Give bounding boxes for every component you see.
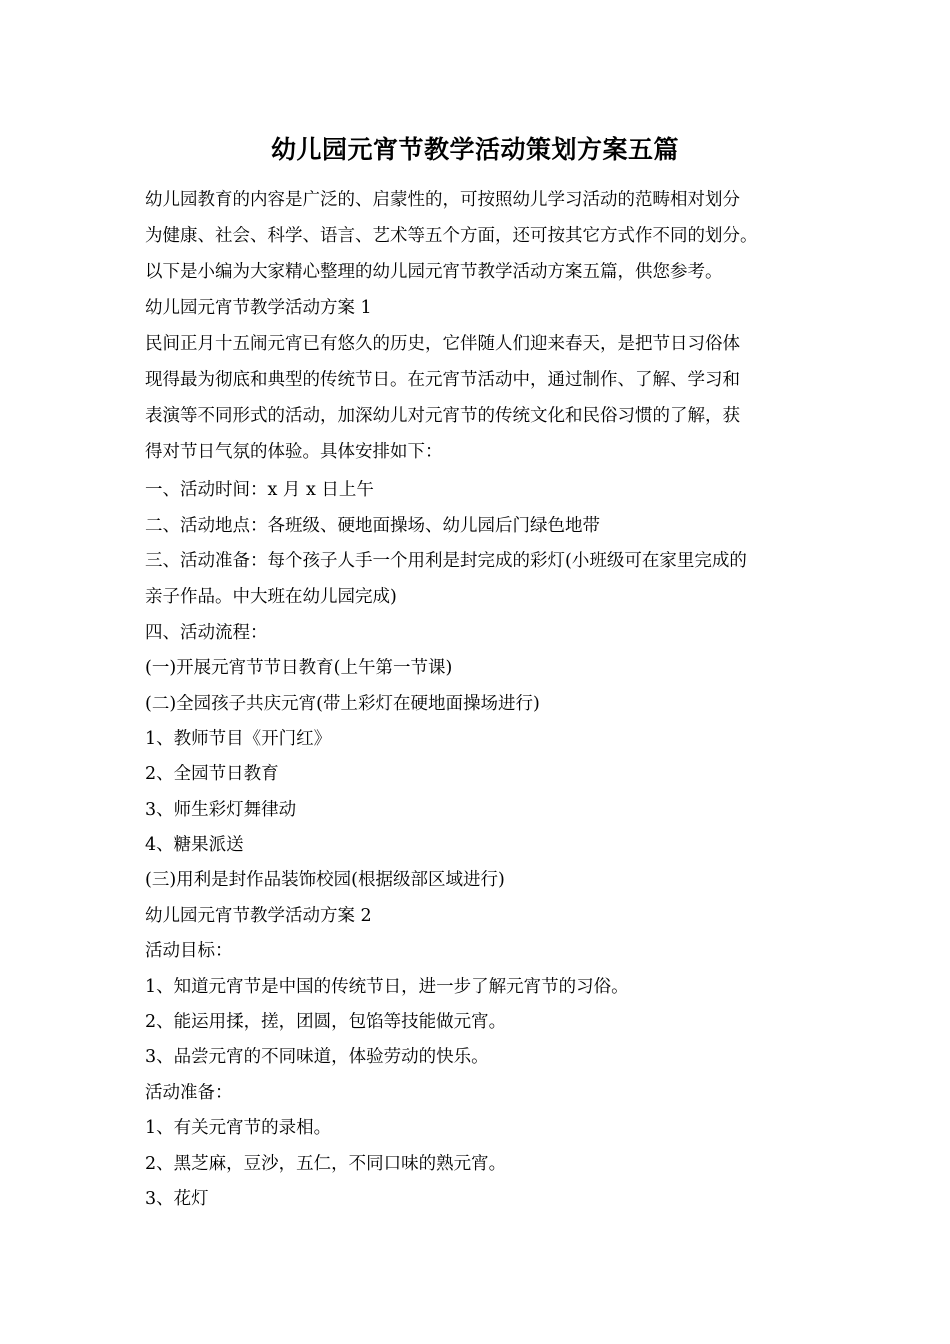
list-item: 1、知道元宵节是中国的传统节日，进一步了解元宵节的习俗。 [145, 977, 629, 997]
list-item: 1、有关元宵节的录相。 [145, 1118, 332, 1138]
section-heading: 幼儿园元宵节教学活动方案 1 [145, 298, 372, 318]
document-title: 幼儿园元宵节教学活动策划方案五篇 [270, 135, 679, 164]
list-item: 活动目标： [145, 941, 233, 961]
paragraph-line: 为健康、社会、科学、语言、艺术等五个方面，还可按其它方式作不同的划分。 [145, 226, 758, 246]
list-item: 2、全园节日教育 [145, 764, 279, 784]
list-item: (一)开展元宵节节日教育(上午第一节课) [145, 658, 453, 678]
list-item: 四、活动流程： [145, 623, 268, 643]
paragraph-line: 得对节日气氛的体验。具体安排如下： [145, 442, 443, 462]
list-item: 3、品尝元宵的不同味道，体验劳动的快乐。 [145, 1047, 489, 1067]
list-item: 3、师生彩灯舞律动 [145, 800, 297, 820]
list-item: (三)用利是封作品装饰校园(根据级部区域进行) [145, 870, 505, 890]
paragraph-line: 现得最为彻底和典型的传统节日。在元宵节活动中，通过制作、了解、学习和 [145, 370, 740, 390]
section-heading: 幼儿园元宵节教学活动方案 2 [145, 906, 372, 926]
list-item: 4、糖果派送 [145, 835, 244, 855]
list-item: 2、能运用揉，搓，团圆，包馅等技能做元宵。 [145, 1012, 507, 1032]
paragraph-line: 以下是小编为大家精心整理的幼儿园元宵节教学活动方案五篇，供您参考。 [145, 262, 723, 282]
paragraph-line: 表演等不同形式的活动，加深幼儿对元宵节的传统文化和民俗习惯的了解，获 [145, 406, 740, 426]
list-item: (二)全园孩子共庆元宵(带上彩灯在硬地面操场进行) [145, 694, 540, 714]
paragraph-line: 幼儿园教育的内容是广泛的、启蒙性的，可按照幼儿学习活动的范畴相对划分 [145, 190, 740, 210]
paragraph-line: 亲子作品。中大班在幼儿园完成) [145, 587, 397, 607]
list-item: 一、活动时间：x 月 x 日上午 [145, 480, 374, 500]
list-item: 3、花灯 [145, 1189, 209, 1209]
list-item: 1、教师节目《开门红》 [145, 729, 332, 749]
list-item: 活动准备： [145, 1083, 233, 1103]
list-item: 二、活动地点：各班级、硬地面操场、幼儿园后门绿色地带 [145, 516, 600, 536]
list-item: 三、活动准备：每个孩子人手一个用利是封完成的彩灯(小班级可在家里完成的 [145, 551, 747, 571]
list-item: 2、黑芝麻，豆沙，五仁，不同口味的熟元宵。 [145, 1154, 507, 1174]
paragraph-line: 民间正月十五闹元宵已有悠久的历史，它伴随人们迎来春天，是把节日习俗体 [145, 334, 740, 354]
